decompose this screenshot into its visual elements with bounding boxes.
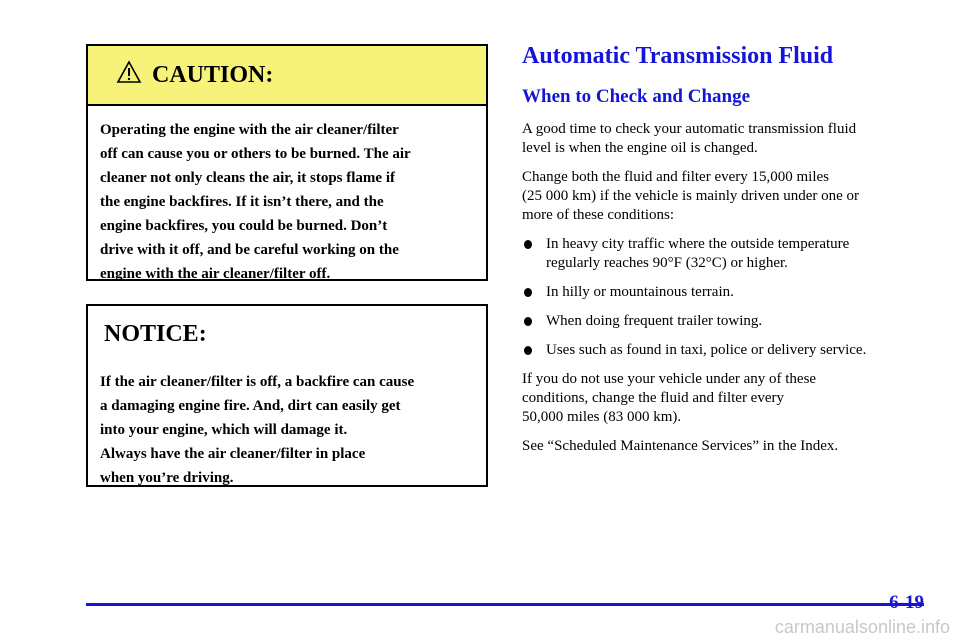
caution-line: cleaner not only cleans the air, it stops flame if <box>100 170 395 186</box>
text-line: regularly reaches 90°F (32°C) or higher. <box>546 255 788 271</box>
list-item <box>522 235 942 273</box>
caution-text <box>88 106 486 286</box>
text-line: In heavy city traffic where the outside temperature <box>546 236 850 252</box>
text-line: more of these conditions: <box>522 207 675 223</box>
caution-line: drive with it off, and be careful working on the <box>100 242 399 258</box>
list-item <box>522 283 942 302</box>
bullet-icon <box>524 317 532 326</box>
bullet-icon <box>524 346 532 355</box>
conditions-list <box>522 235 942 360</box>
paragraph-check-time <box>522 120 942 158</box>
notice-line: a damaging engine fire. And, dirt can easily get <box>100 398 401 414</box>
warning-triangle-icon <box>116 60 142 84</box>
paragraph-alternate-interval <box>522 370 942 427</box>
text-line: (25 000 km) if the vehicle is mainly driven under one or <box>522 188 859 204</box>
caution-line: engine backfires, you could be burned. Don’t <box>100 218 388 234</box>
caution-title: CAUTION: <box>152 61 274 88</box>
caution-box <box>86 44 488 281</box>
notice-text <box>88 362 486 490</box>
caution-line: off can cause you or others to be burned. The air <box>100 146 411 162</box>
caution-line: engine with the air cleaner/filter off. <box>100 266 331 282</box>
bullet-icon <box>524 288 532 297</box>
notice-line: when you’re driving. <box>100 470 234 486</box>
list-item <box>522 341 942 360</box>
section-title: Automatic Transmission Fluid <box>522 43 834 69</box>
notice-line: If the air cleaner/filter is off, a backfire can cause <box>100 374 415 390</box>
text-line: When doing frequent trailer towing. <box>546 313 763 329</box>
list-item <box>522 312 942 331</box>
text-line: level is when the engine oil is changed. <box>522 140 758 156</box>
watermark: carmanualsonline.info <box>774 617 950 637</box>
caution-line: the engine backfires. If it isn’t there, and the <box>100 194 384 210</box>
notice-header <box>88 306 486 362</box>
transmission-fluid-section <box>522 40 942 456</box>
text-line: conditions, change the fluid and filter every <box>522 390 784 406</box>
text-line: 50,000 miles (83 000 km). <box>522 409 682 425</box>
text-line: A good time to check your automatic transmission fluid <box>522 121 857 137</box>
page-number: 6-19 <box>889 592 924 613</box>
notice-title: NOTICE: <box>104 320 207 347</box>
text-line: If you do not use your vehicle under any of these <box>522 371 817 387</box>
text-line: Change both the fluid and filter every 15,000 miles <box>522 169 830 185</box>
text-line: Uses such as found in taxi, police or delivery service. <box>546 342 867 358</box>
caution-header <box>88 46 486 106</box>
paragraph-see-index: See “Scheduled Maintenance Services” in the Index. <box>522 438 839 454</box>
notice-box <box>86 304 488 487</box>
section-subtitle: When to Check and Change <box>522 86 751 107</box>
footer-rule <box>86 603 924 606</box>
notice-line: into your engine, which will damage it. <box>100 422 348 438</box>
caution-line: Operating the engine with the air cleaner/filter <box>100 122 399 138</box>
bullet-icon <box>524 240 532 249</box>
text-line: In hilly or mountainous terrain. <box>546 284 734 300</box>
paragraph-change-interval <box>522 168 942 225</box>
notice-line: Always have the air cleaner/filter in place <box>100 446 366 462</box>
